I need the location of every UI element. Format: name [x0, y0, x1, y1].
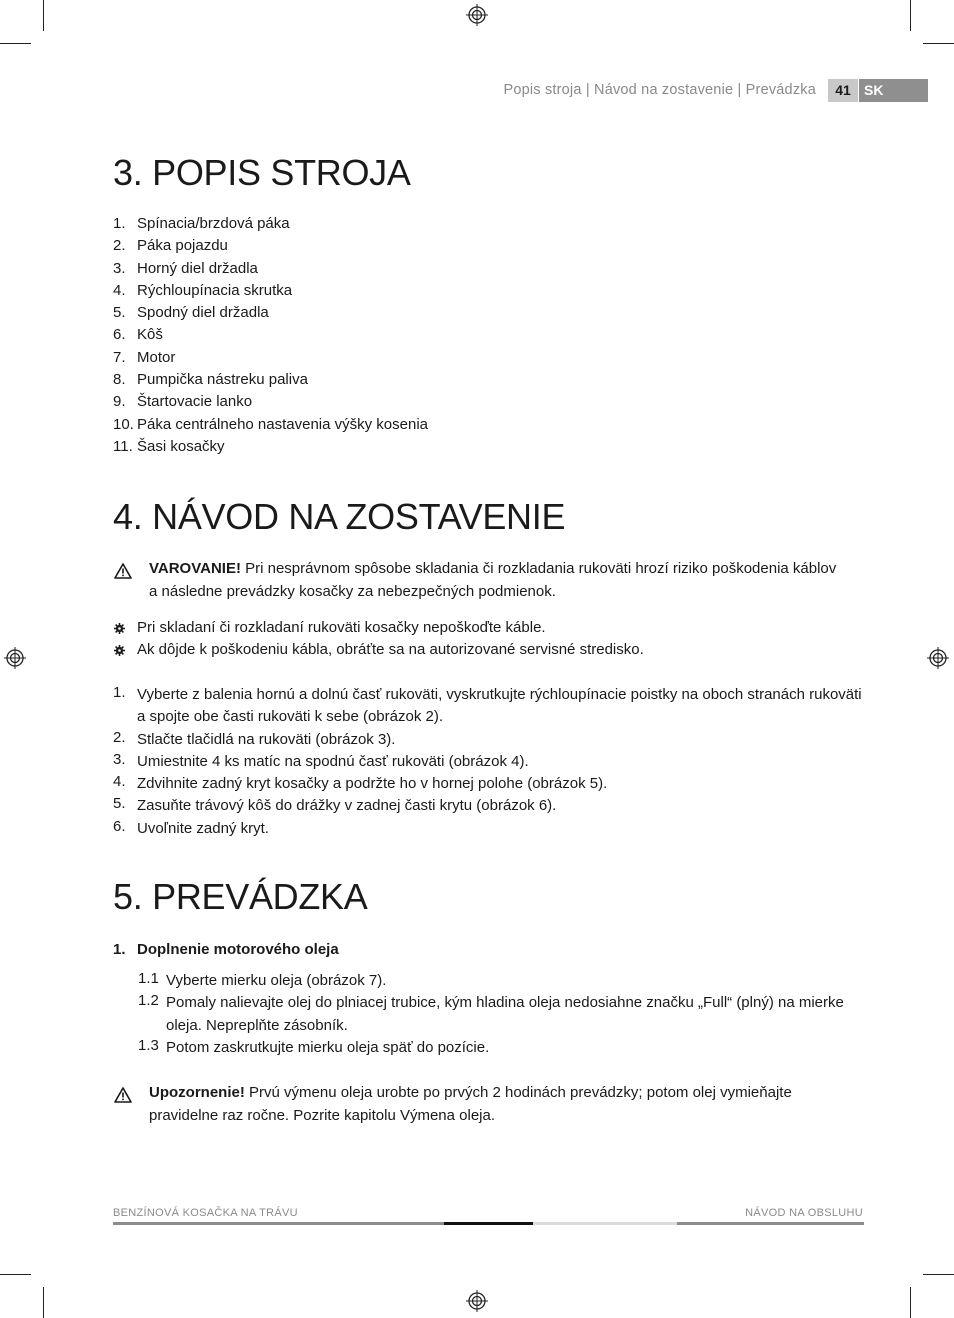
registration-mark-icon: [927, 647, 949, 669]
list-item: [113, 213, 290, 235]
warning-paragraph: [149, 558, 869, 603]
list-item-number: 4.: [113, 773, 126, 791]
notice-paragraph: [149, 1082, 869, 1127]
parts-list: [113, 213, 429, 458]
warning-text: Pri nesprávnom spôsobe skladania či rozkladania rukoväti hrozí riziko poškodenia káblov: [240, 560, 837, 577]
registration-mark-icon: [466, 4, 488, 26]
crop-mark: [910, 1287, 911, 1318]
list-item: [138, 1037, 868, 1059]
list-item: [113, 391, 253, 413]
list-item: [113, 818, 873, 840]
list-item: [113, 280, 293, 302]
list-item: [113, 324, 163, 346]
assembly-steps: [113, 684, 873, 840]
list-item: [113, 347, 176, 369]
list-item: [138, 992, 868, 1037]
list-item: [138, 970, 868, 992]
list-item-text: Spínacia/brzdová páka: [137, 215, 290, 232]
list-item-number: 8.: [113, 371, 126, 389]
list-item-number: 5.: [113, 304, 126, 322]
header-breadcrumb: Popis stroja | Návod na zostavenie | Prevádzka: [503, 82, 816, 98]
list-item-number: 1.2: [138, 992, 159, 1010]
list-item: [113, 235, 228, 257]
section-title-popis-stroja: 3. POPIS STROJA: [113, 152, 411, 193]
list-item-number: 1.: [113, 215, 126, 232]
list-item-number: 3.: [113, 750, 126, 768]
list-item: [113, 684, 873, 729]
list-item: [113, 302, 269, 324]
list-item-number: 6.: [113, 326, 126, 344]
list-item-text: Kôš: [137, 326, 163, 344]
list-item: [113, 436, 225, 458]
list-item-text: Vyberte mierku oleja (obrázok 7).: [166, 972, 387, 989]
crop-mark: [0, 1274, 31, 1275]
bullet-item: Ak dôjde k poškodeniu kábla, obráťte sa na autorizované servisné stredisko.: [137, 641, 644, 658]
list-item: [113, 369, 308, 391]
subheading-text: Doplnenie motorového oleja: [137, 941, 339, 958]
footer-product-name: BENZÍNOVÁ KOSAČKA NA TRÁVU: [113, 1207, 298, 1219]
list-item-number: 2.: [113, 728, 126, 746]
list-item-text: Zdvihnite zadný kryt kosačky a podržte ho v hornej polohe (obrázok 5).: [137, 775, 608, 793]
warning-triangle-icon: [114, 1087, 132, 1103]
gear-bullet-icon: [114, 623, 125, 634]
subheading: [113, 939, 339, 962]
section-title-navod-na-zostavenie: 4. NÁVOD NA ZOSTAVENIE: [113, 496, 566, 537]
list-item-text: Vyberte z balenia hornú a dolnú časť rukoväti, vyskrutkujte rýchloupínacie poistky na oboch stranách rukoväti a spojte obe časti rukoväti k sebe (obrázok 2).: [137, 686, 862, 726]
crop-mark: [923, 1274, 954, 1275]
bullet-item: Pri skladaní či rozkladaní rukoväti kosačky nepoškoďte káble.: [137, 619, 546, 636]
list-item-text: Rýchloupínacia skrutka: [137, 281, 293, 299]
crop-mark: [43, 1287, 44, 1318]
list-item: [113, 414, 429, 436]
warning-text: a následne prevádzky kosačky za nebezpečných podmienok.: [149, 582, 556, 600]
list-item: [113, 751, 873, 773]
list-item-number: 5.: [113, 795, 126, 813]
footer-rule: [677, 1222, 864, 1225]
page-number: 41: [828, 79, 858, 102]
crop-mark: [923, 43, 954, 44]
list-item: [113, 258, 258, 280]
list-item-text: Páka centrálneho nastavenia výšky kosenia: [137, 415, 429, 433]
list-item-text: Horný diel držadla: [137, 259, 258, 277]
list-item-number: 10.: [113, 415, 134, 433]
warning-label: VAROVANIE!: [149, 560, 241, 577]
list-item-text: Páka pojazdu: [137, 237, 228, 255]
list-item-number: 4.: [113, 281, 126, 299]
list-item-text: Šasi kosačky: [137, 437, 225, 455]
footer-rule: [533, 1222, 677, 1225]
list-item-text: Umiestnite 4 ks matíc na spodnú časť rukoväti (obrázok 4).: [137, 752, 529, 770]
section-title-prevadzka: 5. PREVÁDZKA: [113, 876, 368, 917]
list-item: [113, 773, 873, 795]
list-item-number: 11.: [113, 437, 133, 455]
list-item-number: 1.1: [138, 970, 159, 987]
footer-rule: [113, 1222, 444, 1225]
list-item-text: Stlačte tlačidlá na rukoväti (obrázok 3).: [137, 730, 396, 748]
list-item-number: 1.3: [138, 1036, 159, 1054]
list-item: [113, 729, 873, 751]
list-item-text: Spodný diel držadla: [137, 304, 269, 322]
list-item-text: Motor: [137, 348, 176, 366]
registration-mark-icon: [4, 647, 26, 669]
list-item-text: Pumpička nástreku paliva: [137, 371, 308, 389]
language-tag: SK: [859, 79, 928, 102]
list-item-text: Štartovacie lanko: [137, 393, 253, 411]
list-item-number: 1.: [113, 684, 126, 701]
footer-rule: [444, 1222, 533, 1225]
registration-mark-icon: [466, 1290, 488, 1312]
subheading-number: 1.: [113, 941, 126, 958]
list-item-text: Zasuňte trávový kôš do drážky v zadnej časti krytu (obrázok 6).: [137, 797, 557, 815]
crop-mark: [910, 0, 911, 31]
list-item: [113, 795, 873, 817]
notice-text: Prvú výmenu oleja urobte po prvých 2 hodinách prevádzky; potom olej vymieňajte: [244, 1084, 792, 1101]
list-item-number: 6.: [113, 817, 126, 835]
list-item-number: 7.: [113, 348, 126, 366]
crop-mark: [0, 43, 31, 44]
crop-mark: [43, 0, 44, 31]
list-item-text: Uvoľnite zadný kryt.: [137, 819, 269, 837]
warning-triangle-icon: [114, 563, 132, 579]
footer-document-type: NÁVOD NA OBSLUHU: [745, 1207, 863, 1219]
list-item-number: 3.: [113, 259, 126, 277]
gear-bullet-icon: [114, 645, 125, 656]
notice-label: Upozornenie!: [149, 1084, 245, 1101]
notice-text: pravidelne raz ročne. Pozrite kapitolu Výmena oleja.: [149, 1106, 496, 1124]
list-item-number: 2.: [113, 237, 126, 255]
list-item-text: Potom zaskrutkujte mierku oleja späť do pozície.: [166, 1038, 490, 1056]
oil-steps: [138, 970, 868, 1059]
list-item-text: Pomaly nalievajte olej do plniacej trubice, kým hladina oleja nedosiahne značku „Full“ (plný) na mierke oleja. Nepreplňte zásobník.: [166, 994, 844, 1034]
list-item-number: 9.: [113, 393, 126, 411]
